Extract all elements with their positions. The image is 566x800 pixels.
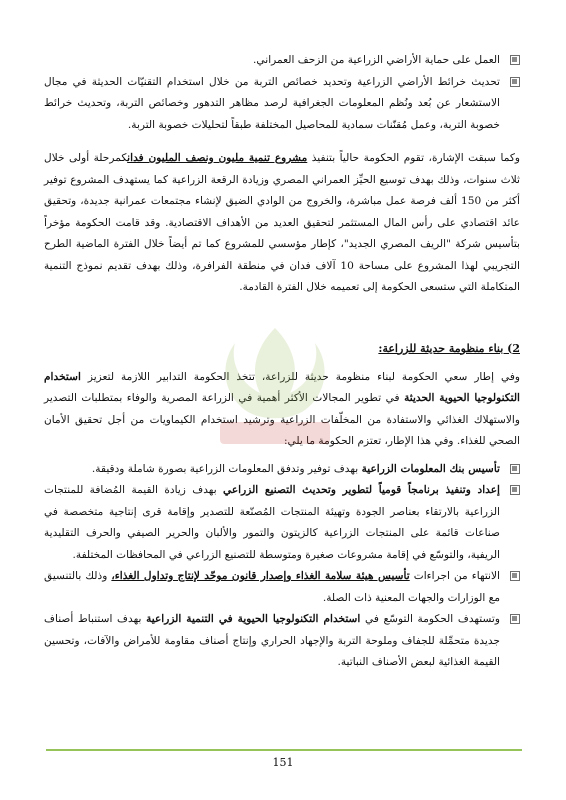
paragraph-text: في تطوير المجالات الأكثر أهمية في الزراعة المصرية والوفاء بمتطلبات التصدير والاستهلاك الغذائي والاستفادة من المخلّفات الزراعية وترشيد استخدام الكيماويات من أجل تحقيق الأمان الصحي للغذاء. وفي هذا الإطار، تعتزم الحكومة ما يلي: (44, 392, 520, 447)
list-item (44, 566, 520, 609)
list-item-text: بهدف توفير وتدفق المعلومات الزراعية بصورة شاملة ودقيقة. (91, 462, 362, 475)
list-item-text: وذلك بالتنسيق مع الوزارات والجهات المعنية ذات الصلة. (44, 570, 500, 604)
list-item-text: الانتهاء من اجراءات (409, 570, 500, 582)
bullet-list-bottom (44, 459, 520, 674)
section-heading: 2) بناء منظومة حديثة للزراعة: (378, 341, 520, 355)
paragraph-text: وفي إطار سعي الحكومة لبناء منظومة حديثة للزراعة، تتخذ الحكومة التدابير اللازمة لتعزيز (80, 370, 520, 383)
list-item (44, 50, 520, 72)
page-number: 151 (272, 756, 294, 769)
list-item (44, 480, 520, 566)
project-name: مشروع تنمية مليون ونصف المليون فدان (127, 152, 308, 164)
document-page (44, 46, 520, 748)
bullet-icon (510, 485, 520, 495)
list-item-text: تحديث خرائط الأراضي الزراعية وتحديد خصائص التربة من خلال استخدام التقنيّات الحديثة في مجال الاستشعار عن بُعد ونُظم المعلومات الجغرافية لرصد مظاهر التدهور وخصائص التربة، وتحديث خرائط خصوبة التربة، وعمل مُقنّنات سمادية للمحاصيل المختلفة طبقاً لتحليلات خصوبة التربة. (44, 75, 500, 131)
list-item (44, 459, 520, 481)
list-item-text: وتستهدف الحكومة التوسّع في (360, 613, 500, 625)
bullet-icon (510, 464, 520, 474)
list-item-text: بهدف زيادة القيمة المُضافة للمنتجات الزراعية بالارتقاء بعناصر الجودة وتهيئة المنتجات المُصنّعة للتصدير وإقامة قرى إنتاجية متخصصة في صناعات قائمة على المنتجات الزراعية كالزيتون والتمور والألبان والحرير الصيفي والحرف التقليدية الريفية، والتوسّع في إقامة مشروعات صغيرة ومتوسطة للتصنيع الزراعي في المحافظات المختلفة. (44, 484, 500, 561)
bullet-icon (510, 77, 520, 87)
list-item-bold-underlined: تأسيس هيئة سلامة الغذاء وإصدار قانون موحّد لإنتاج وتداول الغذاء، (111, 570, 410, 582)
list-item (44, 72, 520, 137)
bullet-icon (510, 55, 520, 65)
bullet-list-top (44, 50, 520, 136)
paragraph-text: كمرحلة أولى خلال ثلاث سنوات، وذلك بهدف توسيع الحيِّز العمراني المصري وزيادة الرقعة الزراعية كما يستهدف المشروع توفير أكثر من 150 ألف فرصة عمل مباشرة، والخروج من الوادي الضيق لإنشاء مجتمعات عمرانية جديدة، وتحقيق عائد اقتصادي على رأس المال المستثمر لتحقيق العديد من الأهداف الاقتصادية. وقد قامت الحكومة مؤخراً بتأسيس شركة "الريف المصري الجديد"، كإطار مؤسسي للمشروع كما تم أيضاً خلال الفترة الماضية الطرح التجريبي لهذا المشروع على مساحة 10 آلاف فدان في منطقة الفرافرة، وذلك بهدف تقديم نموذج التنمية المتكاملة التي ستسعى الحكومة إلى تعميمه خلال الفترة القادمة. (44, 152, 521, 293)
list-item (44, 609, 520, 674)
biotech-phrase: استخدام التكنولوجيا الحيوية الحديثة (44, 370, 520, 404)
list-item-text: بهدف استنباط أصناف جديدة متحمِّلة للجفاف وملوحة التربة والإجهاد الحراري وإنتاج أصناف مقاومة للأمراض والآفات، وتحسين القيمة الغذائية لبعض الأصناف النباتية. (44, 613, 500, 668)
footer-divider (46, 749, 522, 751)
list-item-bold: استخدام التكنولوجيا الحيوية في التنمية الزراعية (146, 613, 361, 625)
paragraph-text: وكما سبقت الإشارة، تقوم الحكومة حالياً بتنفيذ (307, 152, 520, 164)
list-item-text: العمل على حماية الأراضي الزراعية من الزحف العمراني. (253, 54, 500, 66)
paragraph-biotech (44, 367, 520, 453)
list-item-bold: إعداد وتنفيذ برنامجاً قومياً لتطوير وتحديث التصنيع الزراعي (223, 484, 500, 496)
bullet-icon (510, 571, 520, 581)
paragraph-project (44, 148, 520, 299)
list-item-bold: تأسيس بنك المعلومات الزراعية (361, 462, 500, 475)
bullet-icon (510, 614, 520, 624)
